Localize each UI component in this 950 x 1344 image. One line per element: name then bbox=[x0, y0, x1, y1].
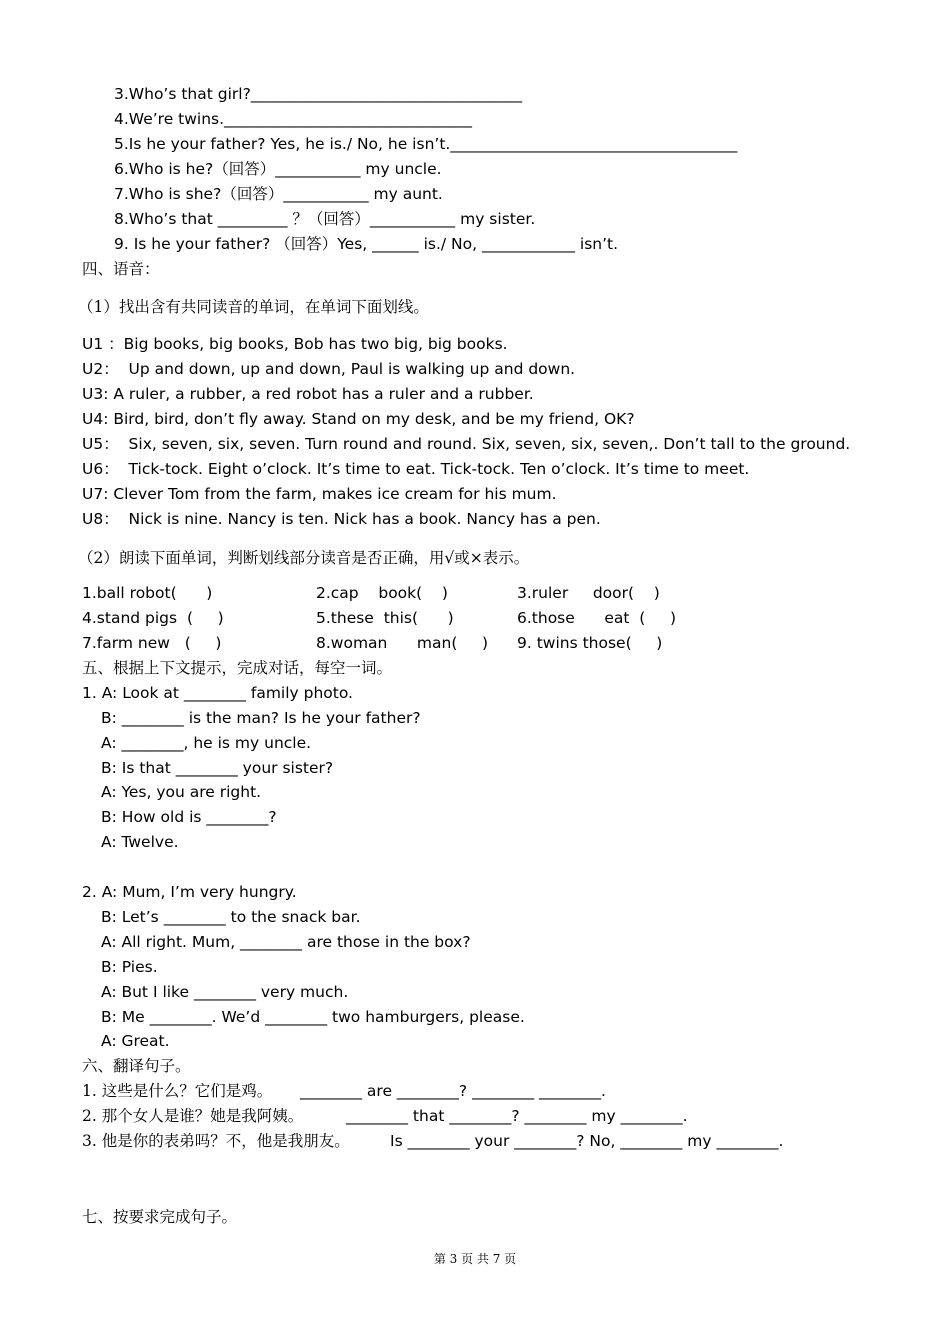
chant-u8: U8： Nick is nine. Nancy is ten. Nick has a book. Nancy has a pen. bbox=[82, 510, 601, 528]
dialog2-line-3: A: All right. Mum, ________ are those in the box? bbox=[101, 933, 471, 951]
phonics-item-5: 5.these this( ) bbox=[316, 609, 454, 627]
q9-line: 9. Is he your father? （回答）Yes, ______ is./ No, ____________ isn’t. bbox=[114, 235, 619, 253]
translate-2-en: ________ that ________? ________ my ________. bbox=[346, 1107, 688, 1125]
dialog2-line-2: B: Let’s ________ to the snack bar. bbox=[101, 908, 361, 926]
section-4-sub2: （2）朗读下面单词，判断划线部分读音是否正确，用√或×表示。 bbox=[78, 549, 530, 567]
dialog2-line-5: A: But I like ________ very much. bbox=[101, 983, 349, 1001]
q4-line: 4.We’re twins.________________________________ bbox=[114, 110, 473, 128]
translate-3-en: Is ________ your ________? No, ________ my ________. bbox=[390, 1132, 784, 1150]
dialog2-line-6: B: Me ________. We’d ________ two hamburgers, please. bbox=[101, 1008, 525, 1026]
phonics-item-8: 8.woman man( ) bbox=[316, 634, 489, 652]
phonics-item-2: 2.cap book( ) bbox=[316, 584, 448, 602]
phonics-item-4: 4.stand pigs ( ) bbox=[82, 609, 224, 627]
phonics-item-9: 9. twins those( ) bbox=[517, 634, 663, 652]
chant-u2: U2： Up and down, up and down, Paul is walking up and down. bbox=[82, 360, 576, 378]
section-6-heading: 六、翻译句子。 bbox=[82, 1057, 191, 1075]
phonics-item-7: 7.farm new ( ) bbox=[82, 634, 222, 652]
section-4-heading: 四、语音： bbox=[82, 260, 160, 278]
chant-u4: U4: Bird, bird, don’t fly away. Stand on my desk, and be my friend, OK? bbox=[82, 410, 635, 428]
q7-line: 7.Who is she?（回答）___________ my aunt. bbox=[114, 185, 443, 203]
dialog1-line-3: A: ________, he is my uncle. bbox=[101, 734, 312, 752]
dialog2-line-4: B: Pies. bbox=[101, 958, 158, 976]
page-footer: 第 3 页 共 7 页 bbox=[433, 1252, 517, 1266]
q3-line: 3.Who’s that girl?___________________________________ bbox=[114, 85, 523, 103]
chant-u1: U1 ：Big books, big books, Bob has two big, big books. bbox=[82, 335, 508, 353]
translate-1-en: ________ are ________? ________ ________. bbox=[300, 1082, 606, 1100]
dialog1-line-7: A: Twelve. bbox=[101, 833, 179, 851]
chant-u7: U7: Clever Tom from the farm, makes ice cream for his mum. bbox=[82, 485, 557, 503]
phonics-item-1: 1.ball robot( ) bbox=[82, 584, 213, 602]
section-5-heading: 五、根据上下文提示，完成对话，每空一词。 bbox=[82, 659, 393, 677]
translate-2-cn: 2. 那个女人是谁？她是我阿姨。 bbox=[82, 1107, 304, 1125]
chant-u5: U5： Six, seven, six, seven. Turn round and round. Six, seven, six, seven,. Don’t tall to the ground. bbox=[82, 435, 851, 453]
q6-line: 6.Who is he?（回答）___________ my uncle. bbox=[114, 160, 442, 178]
translate-1-cn: 1. 这些是什么？它们是鸡。 bbox=[82, 1082, 273, 1100]
phonics-item-6: 6.those eat ( ) bbox=[517, 609, 677, 627]
dialog1-line-1: 1. A: Look at ________ family photo. bbox=[82, 684, 353, 702]
section-4-sub1: （1）找出含有共同读音的单词，在单词下面划线。 bbox=[78, 298, 429, 316]
dialog1-line-2: B: ________ is the man? Is he your father? bbox=[101, 709, 421, 727]
q5-line: 5.Is he your father? Yes, he is./ No, he isn’t._____________________________________ bbox=[114, 135, 738, 153]
dialog1-line-4: B: Is that ________ your sister? bbox=[101, 759, 334, 777]
dialog2-line-7: A: Great. bbox=[101, 1032, 170, 1050]
dialog1-line-6: B: How old is ________? bbox=[101, 808, 277, 826]
dialog1-line-5: A: Yes, you are right. bbox=[101, 783, 262, 801]
translate-3-cn: 3. 他是你的表弟吗？不，他是我朋友。 bbox=[82, 1132, 350, 1150]
chant-u3: U3: A ruler, a rubber, a red robot has a ruler and a rubber. bbox=[82, 385, 534, 403]
section-7-heading: 七、按要求完成句子。 bbox=[82, 1208, 238, 1226]
q8-line: 8.Who’s that _________ ？（回答）___________ my sister. bbox=[114, 210, 536, 228]
phonics-item-3: 3.ruler door( ) bbox=[517, 584, 660, 602]
chant-u6: U6： Tick-tock. Eight o’clock. It’s time to eat. Tick-tock. Ten o’clock. It’s time to meet. bbox=[82, 460, 750, 478]
dialog2-line-1: 2. A: Mum, I’m very hungry. bbox=[82, 883, 297, 901]
